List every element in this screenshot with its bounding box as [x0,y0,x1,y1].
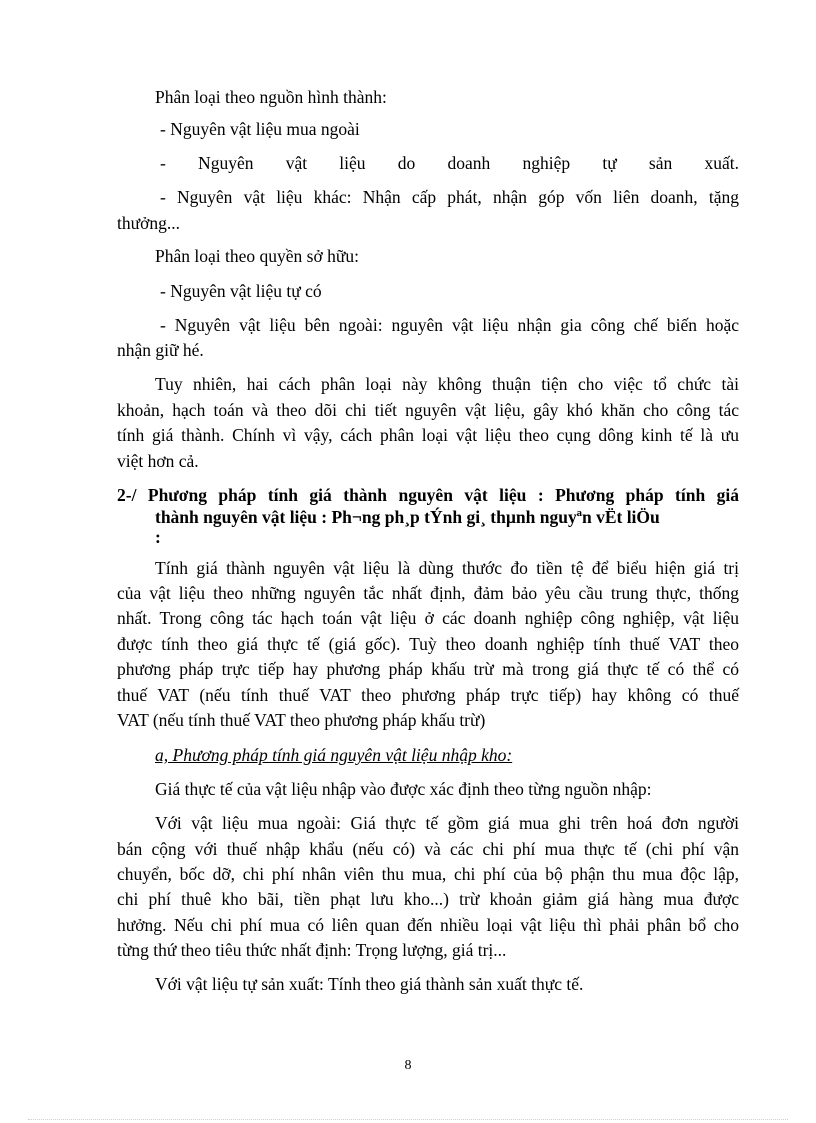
text-line: Tuy nhiên, hai cách phân loại này không thuận tiện cho việc tổ chức tài [155,374,739,394]
text-line: VAT (nếu tính thuế VAT theo phương pháp khấu trừ) [117,710,486,730]
subsection-heading: a, Phương pháp tính giá nguyên vật liệu nhập kho: [155,745,513,765]
page-bottom-divider [28,1119,788,1120]
text-line: của vật liệu theo những nguyên tắc nhất định, đảm bảo yêu cầu trung thực, thống [117,583,739,603]
text-line: được tính theo giá thực tế (giá gốc). Tuỳ theo doanh nghiệp tính thuế VAT theo [117,634,739,654]
text-line: Với vật liệu tự sản xuất: Tính theo giá thành sản xuất thực tế. [155,974,584,994]
text-line: từng thứ theo tiêu thức nhất định: Trọng lượng, giá trị... [117,940,507,960]
text-line: - Nguyên vật liệu khác: Nhận cấp phát, nhận góp vốn liên doanh, tặng [160,187,739,207]
text-line: - Nguyên vật liệu do doanh nghiệp tự sản xuất. [160,153,739,173]
text-line: phương pháp trực tiếp hay phương pháp khấu trừ mà trong giá thực tế có thể có [117,659,739,679]
text-line: - Nguyên vật liệu mua ngoài [160,119,360,139]
page-number: 8 [404,1058,412,1073]
text-line: thưởng... [117,213,180,233]
text-line: Phân loại theo nguồn hình thành: [155,87,387,107]
text-line: - Nguyên vật liệu tự có [160,281,322,301]
text-line: Giá thực tế của vật liệu nhập vào được xác định theo từng nguồn nhập: [155,779,652,799]
text-line: khoản, hạch toán và theo dõi chi tiết nguyên vật liệu, gây khó khăn cho công tác [117,400,739,420]
text-line: chi phí thuê kho bãi, tiền phạt lưu kho...) trừ khoản giảm giá hàng mua được [117,889,739,909]
text-line: Phân loại theo quyền sở hữu: [155,246,359,266]
section-heading: thành nguyên vật liệu : Ph¬ng ph¸p tÝnh gi¸ thµnh nguyªn vËt liÖu [155,507,660,527]
text-line: nhận giữ hé. [117,340,204,360]
text-line: hưởng. Nếu chi phí mua có liên quan đến nhiều loại vật liệu thì phải phân bổ cho [117,915,739,935]
text-line: chuyển, bốc dỡ, chi phí nhân viên thu mua, chi phí của bộ phận thu mua độc lập, [117,864,739,884]
text-line: việt hơn cả. [117,451,199,471]
text-line: thuế VAT (nếu tính thuế VAT theo phương pháp trực tiếp) hay không có thuế [117,685,739,705]
section-heading: : [155,527,161,547]
text-line: - Nguyên vật liệu bên ngoài: nguyên vật liệu nhận gia công chế biến hoặc [160,315,739,335]
text-line: Với vật liệu mua ngoài: Giá thực tế gồm giá mua ghi trên hoá đơn người [155,813,739,833]
text-line: nhất. Trong công tác hạch toán vật liệu ở các doanh nghiệp công nghiệp, vật liệu [117,608,739,628]
text-line: tính giá thành. Chính vì vậy, cách phân loại vật liệu theo cụng dông kinh tế là ưu [117,425,739,445]
text-line: bán cộng với thuế nhập khẩu (nếu có) và các chi phí mua thực tế (chi phí vận [117,839,739,859]
text-line: Tính giá thành nguyên vật liệu là dùng thước đo tiền tệ để biểu hiện giá trị [155,558,739,578]
section-heading: 2-/ Phương pháp tính giá thành nguyên vật liệu : Phương pháp tính giá [117,485,739,505]
